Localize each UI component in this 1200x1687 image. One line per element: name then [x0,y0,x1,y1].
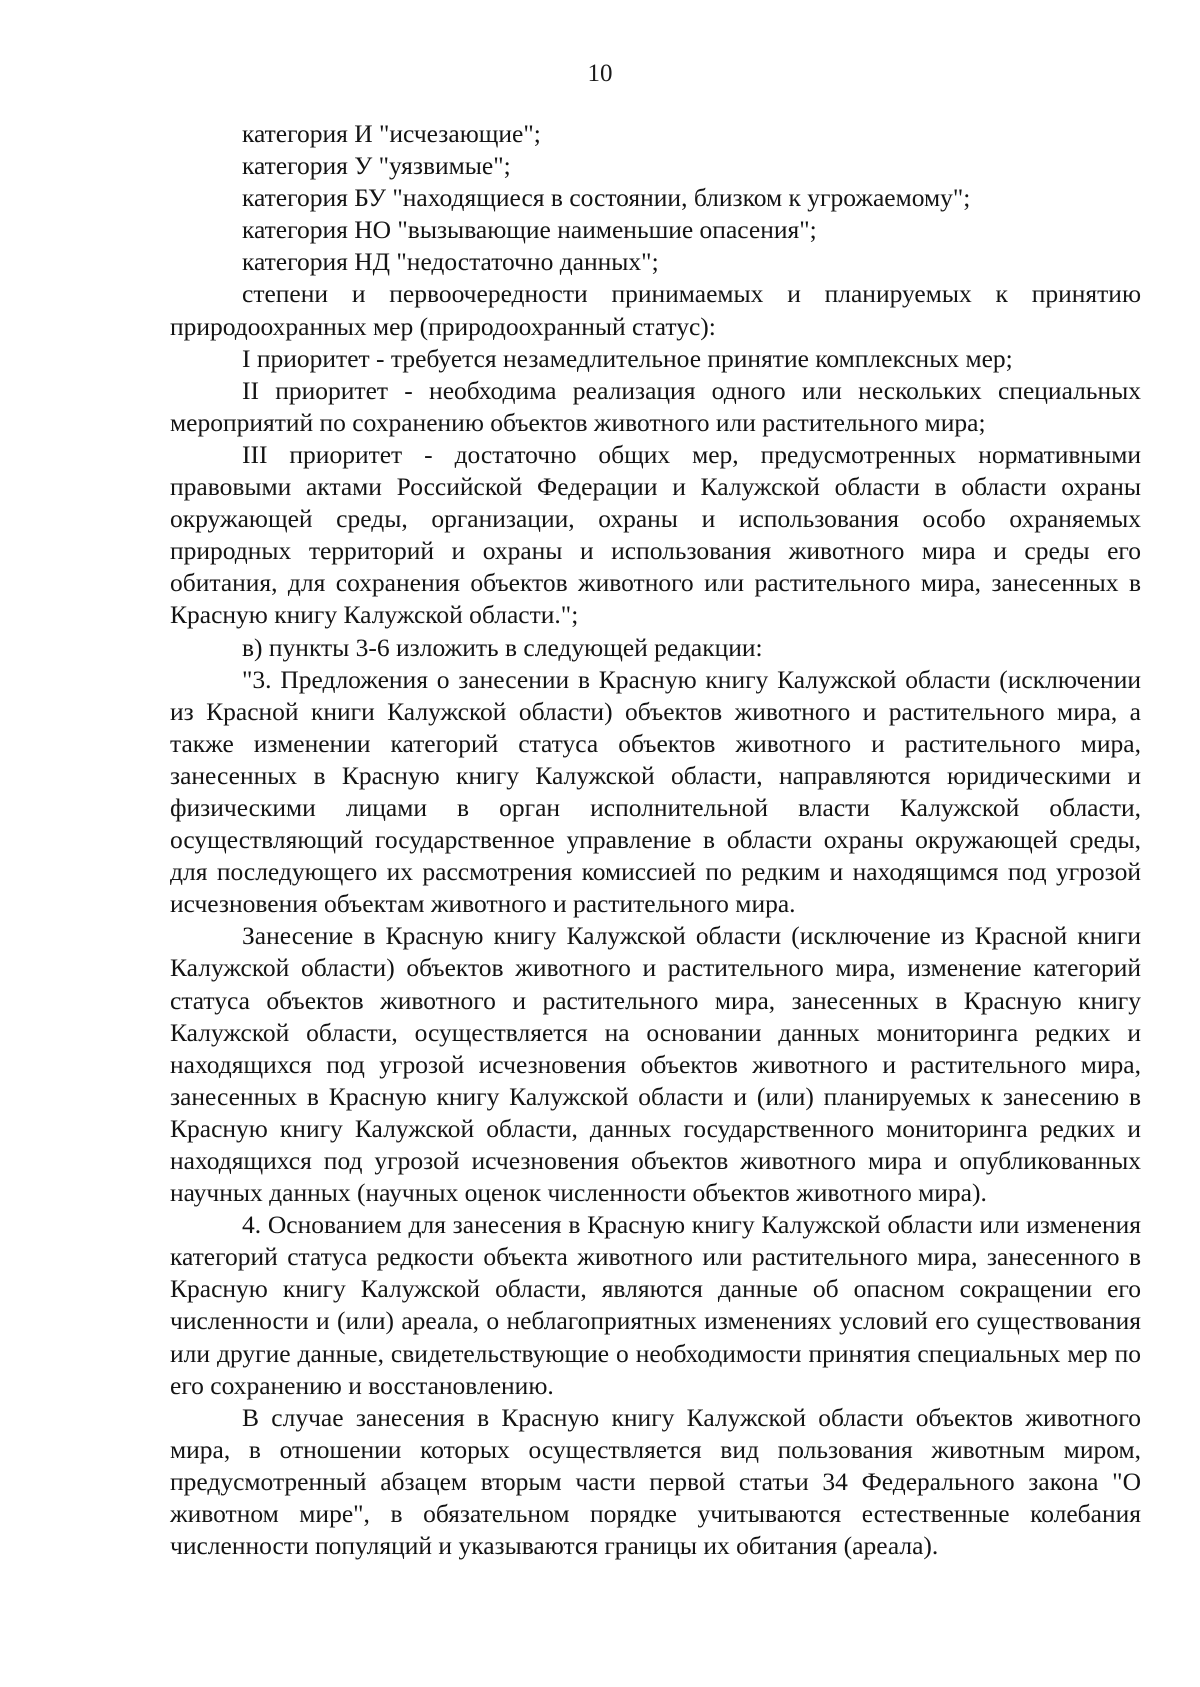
paragraph-category-u: категория У "уязвимые"; [242,151,511,181]
paragraph-point-3: "3. Предложения о занесении в Красную книгу Калужской области (исключении из Красной книги Калужской области) объектов животного и растительного мира, а также изменении категорий статуса объектов животного и растительного мира, занесенных в Красную книгу Калужской области, направляются юридическими и физическими лицами в орган исполнительной власти Калужской области, осуществляющий государственное управление в области охраны окружающей среды, для последующего их рассмотрения комиссией по редким и находящимся под угрозой исчезновения объектам животного и растительного мира. [170,664,1141,919]
paragraph-category-bu: категория БУ "находящиеся в состоянии, близком к угрожаемому"; [242,183,971,213]
paragraph-game-animals: В случае занесения в Красную книгу Калужской области объектов животного мира, в отношении которых осуществляется вид пользования животным миром, предусмотренный абзацем вторым части первой статьи 34 Федерального закона "О животном мире", в обязательном порядке учитываются естественные колебания численности популяций и указываются границы их обитания (ареала). [170,1402,1141,1561]
paragraph-category-i: категория И "исчезающие"; [242,119,541,148]
document-body [170,118,1141,1562]
paragraph-priority-2: II приоритет - необходима реализация одного или нескольких специальных мероприятий по сохранению объектов животного или растительного мира; [170,375,1141,437]
paragraph-item-v: в) пункты 3-6 изложить в следующей редакции: [242,632,763,662]
paragraph-inclusion: Занесение в Красную книгу Калужской области (исключение из Красной книги Калужской области) объектов животного и растительного мира, изменение категорий статуса объектов животного и растительного мира, занесенных в Красную книгу Калужской области, осуществляется на основании данных мониторинга редких и находящихся под угрозой исчезновения объектов животного и растительного мира, занесенных в Красную книгу Калужской области и (или) планируемых к занесению в Красную книгу Калужской области, данных государственного мониторинга редких и находящихся под угрозой исчезновения объектов животного мира и опубликованных научных данных (научных оценок численности объектов животного мира). [170,921,1141,1208]
paragraph-category-no: категория НО "вызывающие наименьшие опасения"; [242,215,817,245]
paragraph-point-4: 4. Основанием для занесения в Красную книгу Калужской области или изменения категорий статуса редкости объекта животного или растительного мира, занесенного в Красную книгу Калужской области, являются данные об опасном сокращении его численности и (или) ареала, о неблагоприятных изменениях условий его существования или другие данные, свидетельствующие о необходимости принятия специальных мер по его сохранению и восстановлению. [170,1210,1141,1400]
page-number: 10 [587,60,613,87]
paragraph-priority-intro: степени и первоочередности принимаемых и планируемых к принятию природоохранных мер (природоохранный статус): [170,279,1141,341]
paragraph-category-nd: категория НД "недостаточно данных"; [242,247,659,277]
paragraph-priority-3: III приоритет - достаточно общих мер, предусмотренных нормативными правовыми актами Российской Федерации и Калужской области в области охраны окружающей среды, организации, охраны и использования особо охраняемых природных территорий и охраны и использования животного мира и среды его обитания, для сохранения объектов животного или растительного мира, занесенных в Красную книгу Калужской области."; [170,439,1141,630]
paragraph-priority-1: I приоритет - требуется незамедлительное принятие комплексных мер; [242,343,1013,373]
